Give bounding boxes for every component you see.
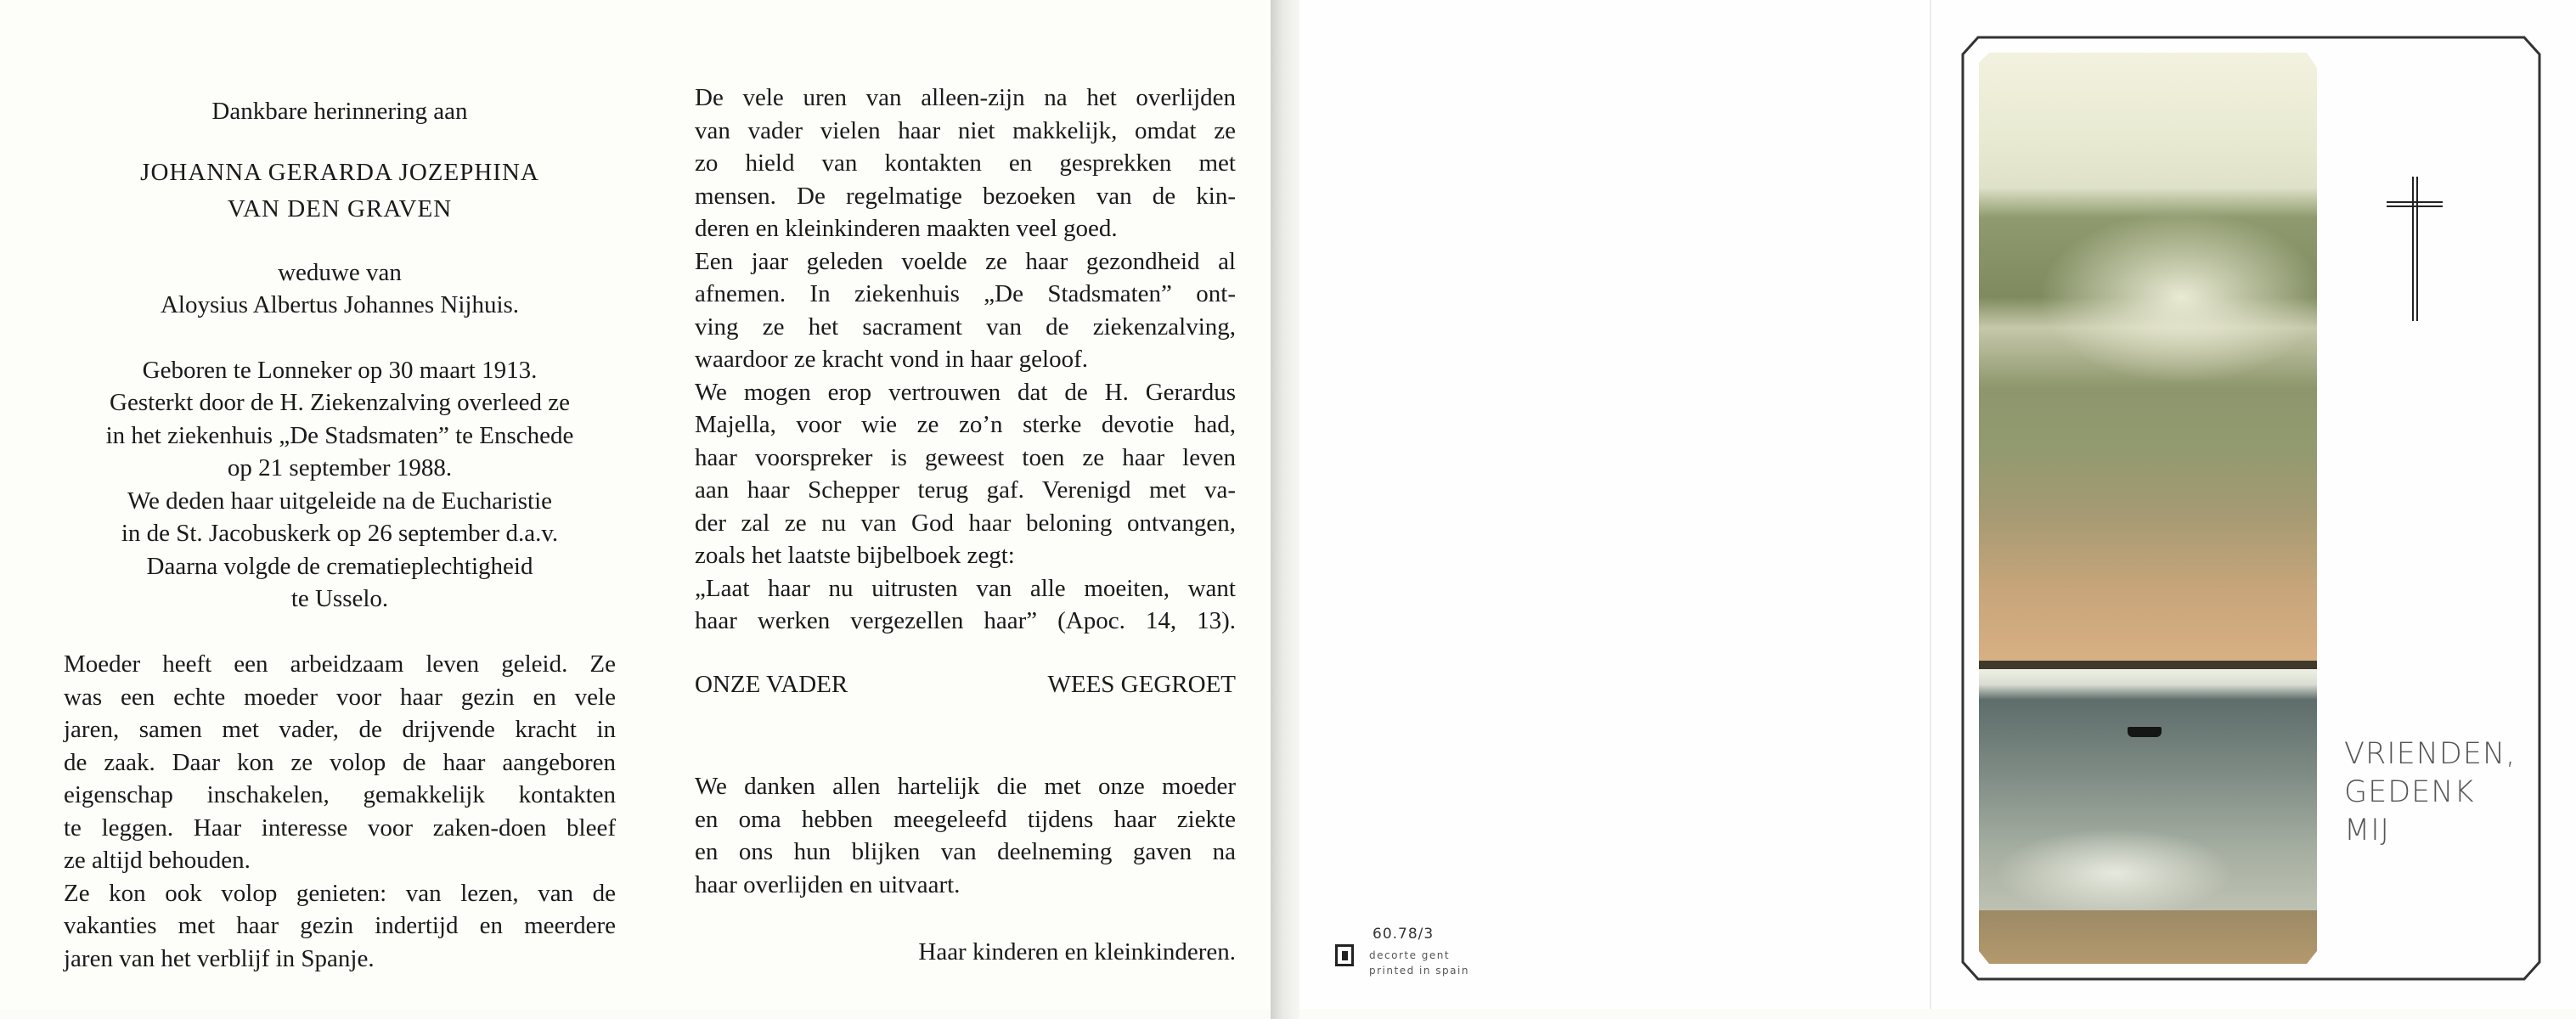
fold-shadow: [1271, 0, 1299, 1019]
deceased-name: JOHANNA GERARDA JOZEPHINA: [140, 158, 539, 186]
heading: Dankbare herinnering aan: [211, 98, 468, 125]
text-line: haar overlijden en uitvaart.: [695, 870, 961, 898]
text-line: afnemen. In ziekenhuis „De Stadsmaten” ont-: [695, 280, 1236, 307]
text-line: vakanties met haar gezin indertijd en meerdere: [64, 912, 616, 939]
text-line: mensen. De regelmatige bezoeken van de kin-: [695, 182, 1236, 210]
prayers: [695, 671, 1236, 699]
paragraph: [695, 376, 1236, 572]
deceased-name: VAN DEN GRAVEN: [227, 194, 453, 222]
left-column: [64, 95, 616, 975]
text-line: haar werken vergezellen haar” (Apoc. 14, 13).: [695, 607, 1236, 634]
sky: [1979, 53, 2317, 664]
text-line: Gesterkt door de H. Ziekenzalving overleed ze: [110, 389, 570, 416]
paragraph: [64, 877, 616, 976]
text-line: Geboren te Lonneker op 30 maart 1913.: [142, 356, 538, 384]
text-line: aan haar Schepper terug gaf. Verenigd met va-: [695, 476, 1236, 504]
thanks-text: [695, 770, 1236, 901]
text-line: te Usselo.: [290, 585, 389, 612]
text-line: Daarna volgde de crematieplechtigheid: [146, 552, 533, 580]
text-line: de zaak. Daar kon ze volop de haar aangeboren: [64, 748, 616, 776]
prayer-hail-mary: WEES GEGROET: [1047, 671, 1236, 698]
motto-line: MIJ: [2344, 814, 2390, 847]
boat: [2128, 727, 2162, 737]
text-line: jaren, samen met vader, de drijvende kracht in: [64, 716, 616, 743]
spouse-name: Aloysius Albertus Johannes Nijhuis.: [160, 291, 520, 318]
life-details: [64, 354, 616, 616]
motto-line: VRIENDEN,: [2344, 737, 2517, 771]
spouse-label: weduwe van: [278, 258, 402, 286]
text-line: van vader vielen haar niet makkelijk, omdat ze: [695, 116, 1236, 144]
text-line: ving ze het sacrament van de ziekenzalving,: [695, 312, 1236, 341]
paragraph: [64, 648, 616, 877]
reflection-text: [695, 82, 1236, 638]
beach: [1979, 910, 2317, 964]
text-line: zoals het laatste bijbelboek zegt:: [695, 542, 1015, 569]
text-line: en oma hebben meegeleefd tijdens haar ziekte: [695, 805, 1236, 833]
paragraph: [695, 245, 1236, 376]
printer-name: decorte gent: [1369, 949, 1451, 961]
text-line: deren en kleinkinderen maakten veel goed.: [695, 215, 1118, 242]
water: [1979, 669, 2317, 924]
text-line: Majella, voor wie ze zo’n sterke devotie had,: [695, 411, 1236, 438]
text-line: Ze kon ook volop genieten: van lezen, van de: [64, 879, 616, 907]
lake-sunset-photo: [1979, 53, 2317, 964]
printer-code: 60.78/3: [1373, 926, 1435, 943]
text-line: De vele uren van alleen-zijn na het overlijden: [695, 84, 1236, 111]
inside-spread: [0, 0, 1274, 1009]
text-line: We mogen erop vertrouwen dat de H. Gerardus: [695, 378, 1236, 406]
text-line: waardoor ze kracht vond in haar geloof.: [695, 346, 1088, 373]
cross-icon: [2387, 177, 2443, 321]
printed-in: printed in spain: [1369, 965, 1469, 977]
paragraph: [695, 82, 1236, 245]
text-line: was een echte moeder voor haar gezin en vele: [64, 683, 616, 711]
text-line: in het ziekenhuis „De Stadsmaten” te Enschede: [105, 421, 574, 449]
text-line: Moeder heeft een arbeidzaam leven geleid. Ze: [64, 650, 616, 678]
text-line: in de St. Jacobuskerk op 26 september d.a.v.: [121, 520, 559, 547]
prayer-our-father: ONZE VADER: [695, 671, 848, 698]
folded-card-icon: [1335, 944, 1354, 966]
text-line: der zal ze nu van God haar beloning ontvangen,: [695, 509, 1236, 537]
fold-line: [1930, 0, 1931, 1009]
text-line: eigenschap inschakelen, gemakkelijk kontakten: [64, 781, 616, 808]
motto-line: GEDENK: [2344, 775, 2475, 809]
text-line: haar voorspreker is geweest toen ze haar leven: [695, 443, 1236, 471]
text-line: Een jaar geleden voelde ze haar gezondheid al: [695, 247, 1236, 275]
horizon: [1979, 661, 2317, 669]
motto: [2344, 735, 2516, 850]
text-line: We deden haar uitgeleide na de Eucharistie: [127, 487, 553, 515]
signature: Haar kinderen en kleinkinderen.: [918, 938, 1236, 966]
biography: [64, 648, 616, 975]
text-line: We danken allen hartelijk die met onze moeder: [695, 773, 1236, 800]
text-line: te leggen. Haar interesse voor zaken-doen bleef: [64, 814, 616, 842]
text-line: „Laat haar nu uitrusten van alle moeiten, want: [695, 574, 1236, 602]
text-line: jaren van het verblijf in Spanje.: [64, 944, 375, 972]
right-column: [695, 82, 1236, 638]
text-line: en ons hun blijken van deelneming gaven na: [695, 838, 1236, 865]
text-line: zo hield van kontakten en gesprekken met: [695, 149, 1236, 177]
text-line: op 21 september 1988.: [227, 454, 453, 481]
paragraph: [695, 572, 1236, 638]
text-line: ze altijd behouden.: [64, 847, 251, 874]
